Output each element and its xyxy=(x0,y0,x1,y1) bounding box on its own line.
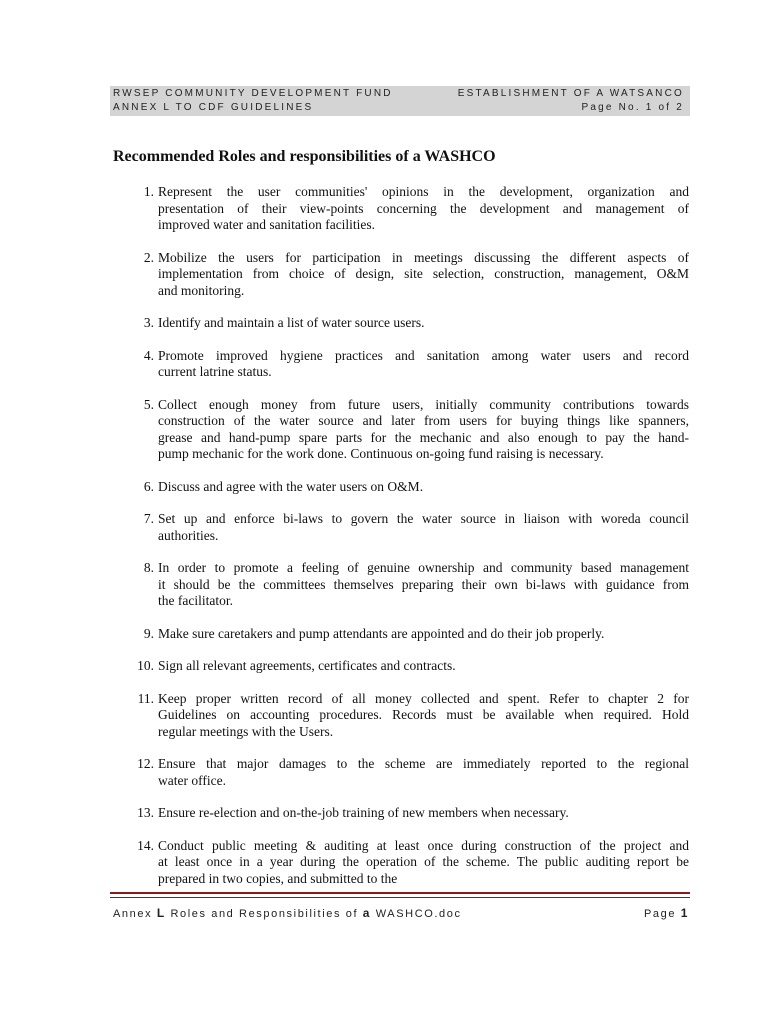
list-item-line: Keep proper written record of all money collected and spent. Refer to chapter 2 for xyxy=(158,690,689,706)
header-fund-name: RWSEP COMMUNITY DEVELOPMENT FUND xyxy=(113,88,393,99)
list-item-number: 2. xyxy=(143,249,154,265)
list-item-text xyxy=(158,397,689,463)
list-item-text xyxy=(158,315,689,332)
list-item-line: Make sure caretakers and pump attendants are appointed and do their job properly. xyxy=(158,625,605,641)
list-item-text xyxy=(158,756,689,789)
list-item-line: In order to promote a feeling of genuine ownership and community based management xyxy=(158,560,689,575)
footer-page-number: 1 xyxy=(680,906,689,920)
footer-page-label: Page xyxy=(643,908,681,920)
page-title: Recommended Roles and responsibilities of a WASHCO xyxy=(113,148,496,165)
list-item-line: Discuss and agree with the water users on O&M. xyxy=(158,478,424,494)
list-item-line: Sign all relevant agreements, certificates and contracts. xyxy=(158,658,456,673)
list-item-line: Represent the user communities' opinions in the development, organization and xyxy=(158,184,689,199)
list-item xyxy=(113,250,689,300)
list-item-number: 5. xyxy=(143,396,154,412)
list-item-number: 3. xyxy=(143,315,154,330)
list-item xyxy=(113,397,689,463)
list-item-line: at least once in a year during the operation of the scheme. The public auditing report be xyxy=(158,854,689,869)
list-item xyxy=(113,348,689,381)
list-item-number: 8. xyxy=(143,560,154,575)
list-item-number: 10. xyxy=(137,658,154,673)
list-item-line: Ensure that major damages to the scheme are immediately reported to the regional xyxy=(158,756,689,771)
running-footer xyxy=(113,906,689,922)
list-item-text xyxy=(158,250,689,300)
list-item-line: construction of the water source and later from users for buying things like spanners, xyxy=(158,413,689,428)
list-item xyxy=(113,626,689,643)
list-item-line: it should be the committees themselves preparing their own bi-laws with guidance from xyxy=(158,576,689,592)
list-item-line: and monitoring. xyxy=(158,282,245,298)
header-annex-label: ANNEX L TO CDF GUIDELINES xyxy=(113,102,314,113)
list-item-line: the facilitator. xyxy=(158,593,233,608)
list-item xyxy=(113,560,689,610)
list-item xyxy=(113,756,689,789)
list-item-number: 13. xyxy=(137,805,154,820)
list-item-text xyxy=(158,511,689,544)
list-item-number: 12. xyxy=(137,756,154,771)
list-item-text xyxy=(158,805,689,822)
list-item-line: water office. xyxy=(158,772,226,788)
list-item-line: regular meetings with the Users. xyxy=(158,723,334,739)
list-item-line: presentation of their view-points concerning the development and management of xyxy=(158,200,689,216)
footer-rule-thick xyxy=(110,892,690,894)
list-item-text xyxy=(158,560,689,610)
list-item-line: Identify and maintain a list of water source users. xyxy=(158,315,425,330)
list-item-line: Ensure re-election and on-the-job training of new members when necessary. xyxy=(158,805,569,820)
list-item xyxy=(113,658,689,675)
list-item-line: improved water and sanitation facilities. xyxy=(158,217,376,232)
list-item-line: implementation from choice of design, site selection, construction, management, O&M xyxy=(158,266,689,281)
list-item-text xyxy=(158,691,689,741)
header-page-number: Page No. 1 of 2 xyxy=(581,102,684,113)
list-item-number: 1. xyxy=(143,184,154,199)
list-item-line: Guidelines on accounting procedures. Records must be available when required. Hold xyxy=(158,707,689,722)
list-item-line: pump mechanic for the work done. Continuous on-going fund raising is necessary. xyxy=(158,446,604,461)
list-item-number: 4. xyxy=(143,347,154,363)
list-item xyxy=(113,479,689,496)
running-header xyxy=(110,86,690,116)
list-item-text xyxy=(158,348,689,381)
list-item-number: 7. xyxy=(143,511,154,526)
footer-filename-part: Annex xyxy=(113,908,157,920)
footer-filename xyxy=(113,906,462,920)
footer-filename-part: Roles and Responsibilities of xyxy=(165,908,363,920)
footer-rule-thin xyxy=(110,897,690,898)
footer-filename-bold: a xyxy=(362,906,372,920)
list-item xyxy=(113,511,689,544)
list-item xyxy=(113,184,689,234)
list-item-number: 14. xyxy=(137,837,154,853)
header-section-title: ESTABLISHMENT OF A WATSANCO xyxy=(457,88,684,99)
list-item-line: Mobilize the users for participation in meetings discussing the different aspects of xyxy=(158,249,689,265)
list-item-number: 9. xyxy=(143,625,154,641)
list-item-text xyxy=(158,626,689,643)
list-item-line: Conduct public meeting & auditing at least once during construction of the project and xyxy=(158,837,689,853)
list-item-line: grease and hand-pump spare parts for the mechanic and also enough to pay the hand- xyxy=(158,429,689,445)
list-item-line: Promote improved hygiene practices and sanitation among water users and record xyxy=(158,347,689,363)
list-item xyxy=(113,691,689,741)
list-item-line: prepared in two copies, and submitted to the xyxy=(158,870,398,886)
list-item xyxy=(113,805,689,822)
list-item-text xyxy=(158,658,689,675)
list-item-line: Collect enough money from future users, initially community contributions towards xyxy=(158,396,689,412)
list-item-text xyxy=(158,838,689,888)
list-item-text xyxy=(158,184,689,234)
list-item-number: 6. xyxy=(143,478,154,494)
list-item-text xyxy=(158,479,689,496)
list-item-line: current latrine status. xyxy=(158,364,272,379)
list-item-line: Set up and enforce bi-laws to govern the water source in liaison with woreda council xyxy=(158,511,689,526)
list-item xyxy=(113,315,689,332)
list-item-line: authorities. xyxy=(158,527,219,543)
footer-page xyxy=(644,906,689,920)
list-item-number: 11. xyxy=(137,690,154,706)
footer-filename-bold: L xyxy=(156,906,166,920)
list-item xyxy=(113,838,689,888)
footer-filename-part: WASHCO.doc xyxy=(371,908,462,920)
